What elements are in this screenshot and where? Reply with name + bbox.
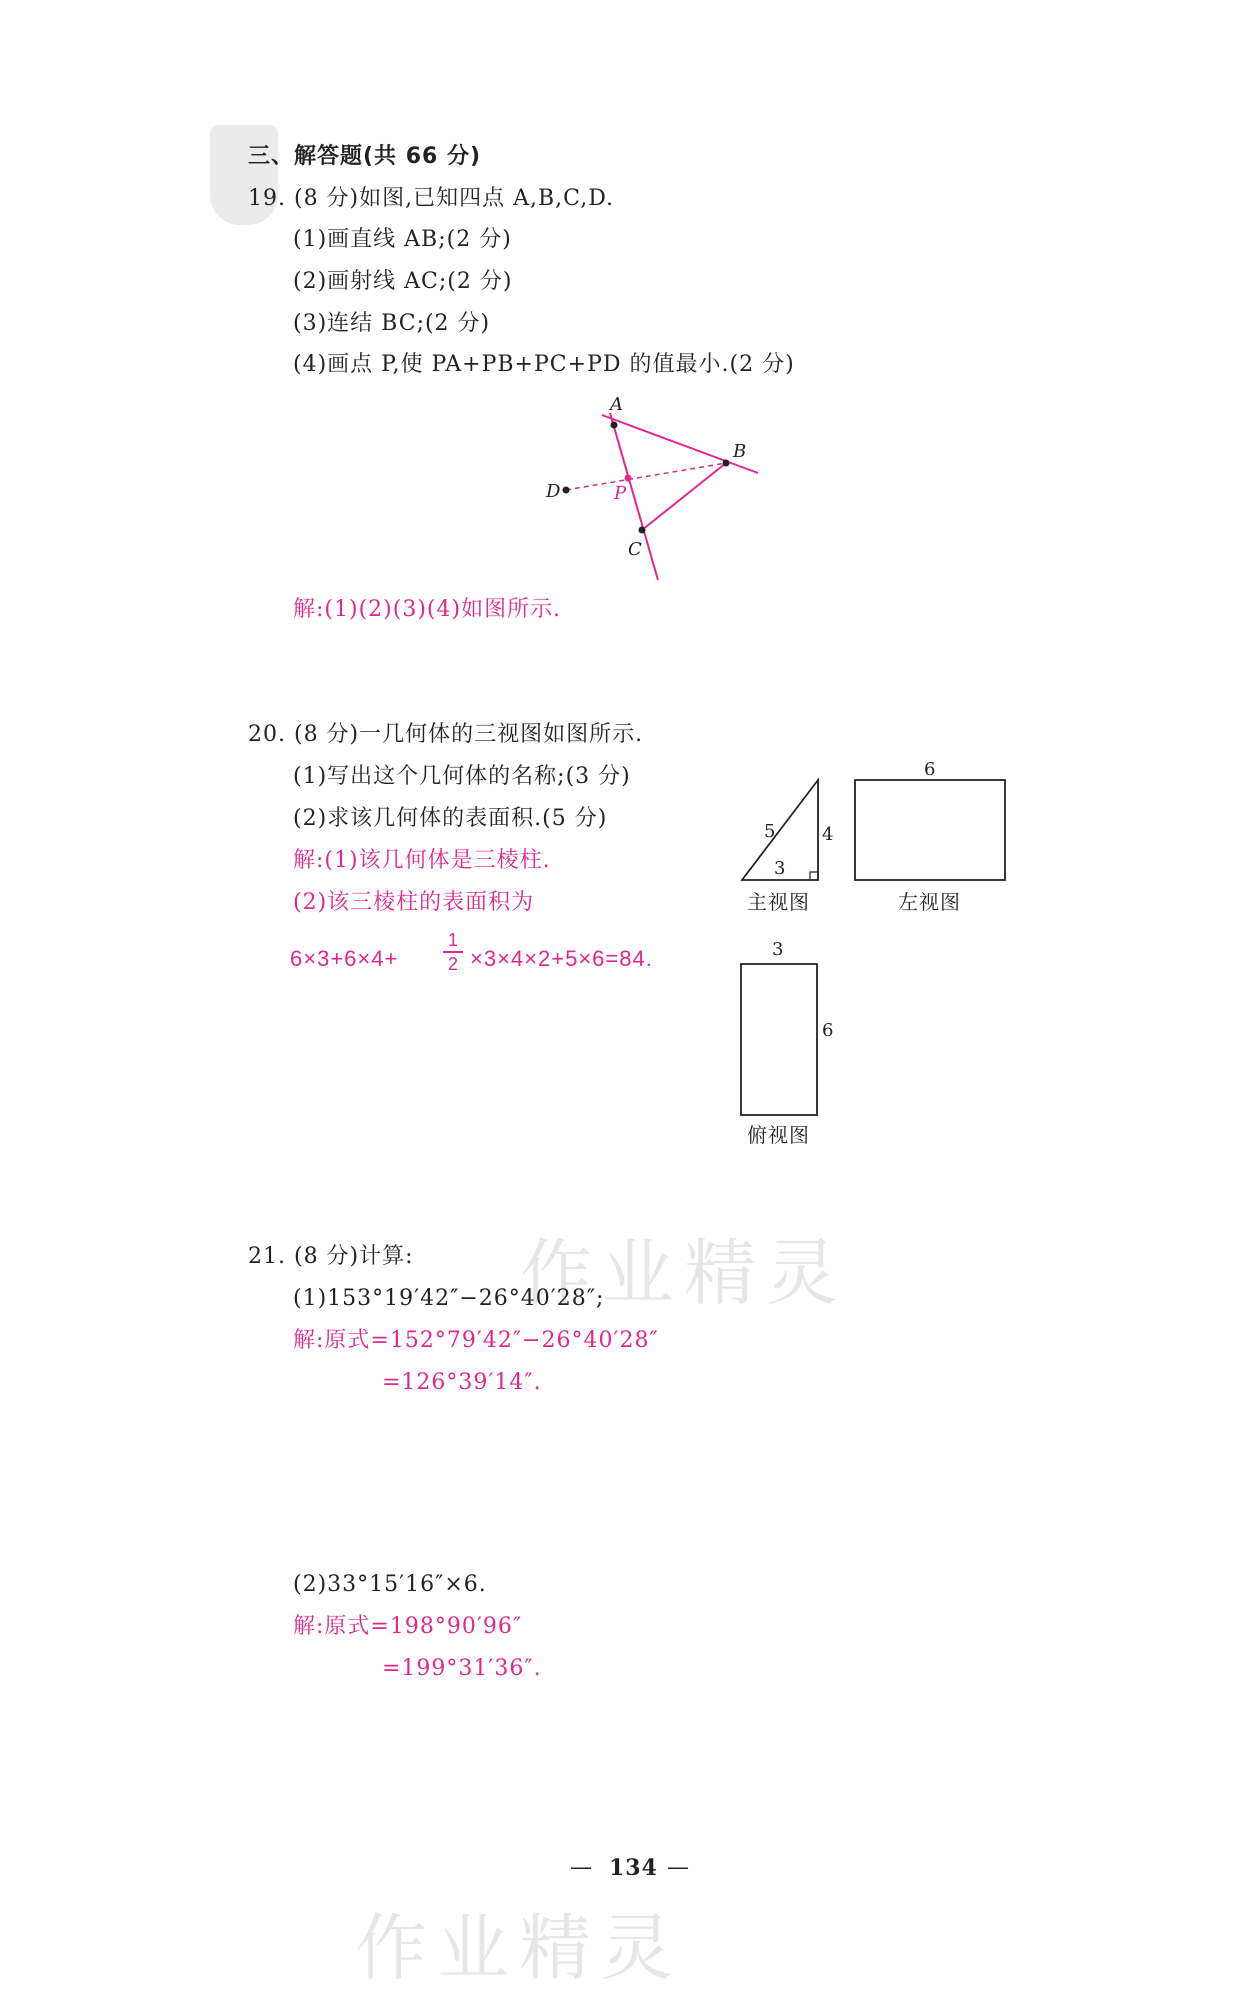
q21-ans2-line2: =199°31′36″. [382,1656,542,1681]
side-top-label: 6 [924,759,936,780]
side-view [850,755,1010,885]
side-view-caption: 左视图 [898,890,961,914]
page-number-dash-left: — [570,1855,593,1880]
point-p [625,475,632,482]
q21-stem: 21. (8 分)计算: [248,1244,414,1269]
q21-part-2: (2)33°15′16″×6. [293,1572,487,1597]
label-a: A [610,394,623,415]
q20-answer-1: 解:(1)该几何体是三棱柱. [293,848,551,873]
right-angle-mark [810,872,818,880]
q21-ans1-line1: 解:原式=152°79′42″−26°40′28″ [293,1328,659,1353]
top-right-label: 6 [822,1020,834,1041]
watermark-text-bottom: 作业精灵 [355,1906,684,1990]
point-c [639,527,646,534]
q20-formula-right: ×3×4×2+5×6=84. [470,946,653,971]
point-a [611,422,618,429]
q20-part-2: (2)求该几何体的表面积.(5 分) [293,806,608,831]
watermark-text: 作业精灵 [520,1231,849,1315]
label-d: D [546,481,561,502]
front-height-label: 4 [822,824,834,845]
fraction-denominator: 2 [447,954,458,974]
fraction-bar [443,951,463,953]
q20-formula-left: 6×3+6×4+ [290,946,399,971]
q19-part-3: (3)连结 BC;(2 分) [293,311,491,336]
front-hyp-label: 5 [764,821,776,842]
q19-answer: 解:(1)(2)(3)(4)如图所示. [293,597,562,622]
section-title: 三、解答题(共 66 分) [248,144,482,169]
top-view [735,935,845,1120]
segment-bc [642,463,726,530]
point-b [723,460,730,467]
top-view-caption: 俯视图 [747,1123,810,1147]
fraction-numerator: 1 [447,930,458,950]
label-p: P [614,483,627,504]
point-d [563,487,570,494]
page-number: 134 [609,1855,658,1881]
q21-ans2-line1: 解:原式=198°90′96″ [293,1614,523,1639]
front-view [735,770,845,885]
front-view-caption: 主视图 [747,890,810,914]
top-view-rect [741,964,817,1115]
q20-formula-fraction [443,930,463,974]
top-top-label: 3 [772,939,784,960]
q21-ans1-line2: =126°39′14″. [382,1370,542,1395]
front-base-label: 3 [774,858,786,879]
q20-part-1: (1)写出这个几何体的名称;(3 分) [293,764,631,789]
q21-part-1: (1)153°19′42″−26°40′28″; [293,1286,605,1311]
q19-part-2: (2)画射线 AC;(2 分) [293,269,513,294]
q19-stem: 19. (8 分)如图,已知四点 A,B,C,D. [248,186,615,211]
label-b: B [733,441,747,462]
page-number-dash-right: — [667,1855,690,1880]
label-c: C [628,539,642,560]
q19-part-4: (4)画点 P,使 PA+PB+PC+PD 的值最小.(2 分) [293,352,795,377]
q20-stem: 20. (8 分)一几何体的三视图如图所示. [248,722,644,747]
segment-pd-dashed [566,463,726,490]
q19-part-1: (1)画直线 AB;(2 分) [293,227,512,252]
q20-answer-2: (2)该三棱柱的表面积为 [293,890,535,915]
side-view-rect [855,780,1005,880]
q19-figure [530,385,770,585]
